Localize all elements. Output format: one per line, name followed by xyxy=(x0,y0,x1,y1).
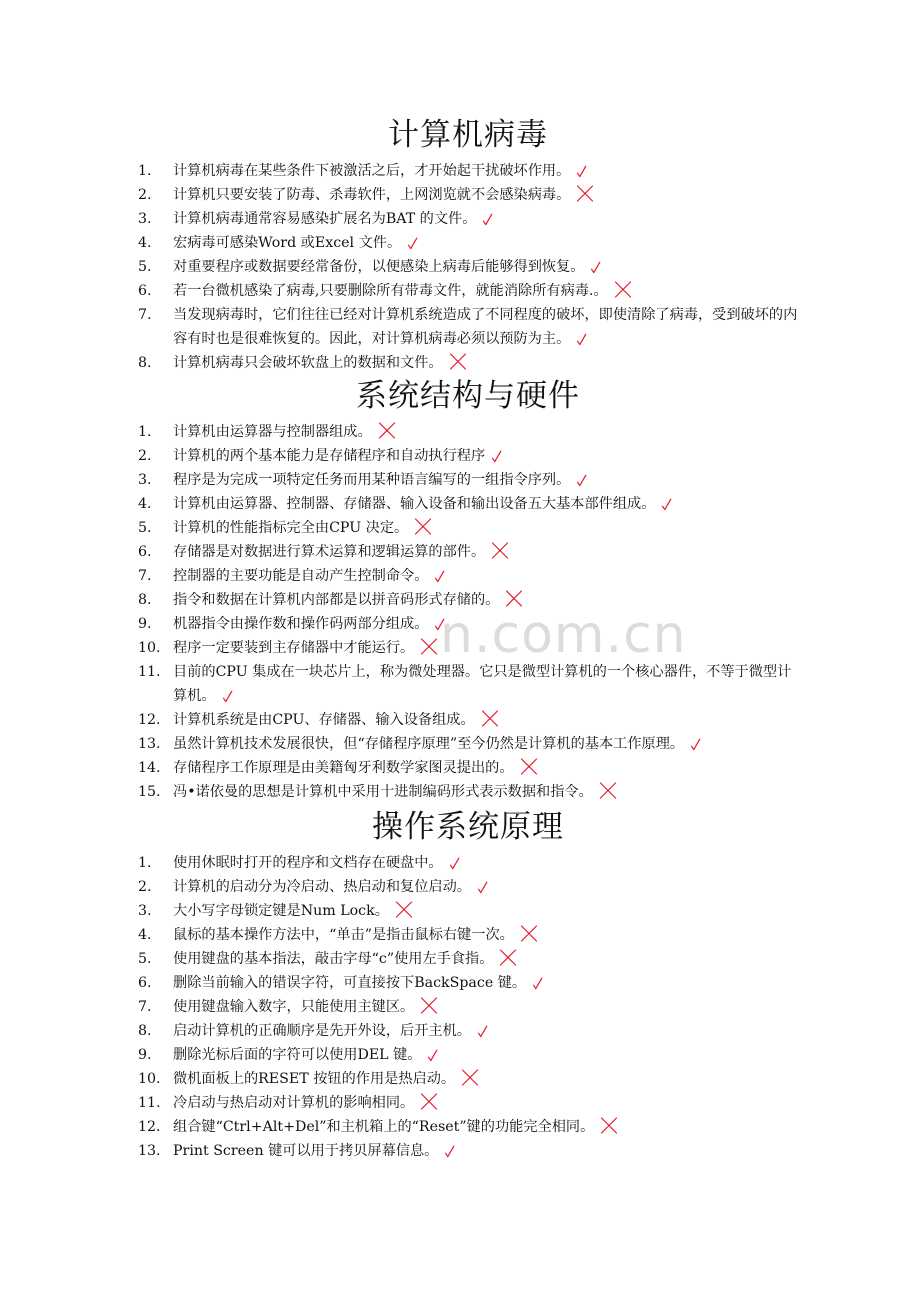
item-text: 存储程序工作原理是由美籍匈牙利数学家图灵提出的。 xyxy=(173,760,514,776)
list-item xyxy=(138,995,798,1019)
item-text: 冯•诺依曼的思想是计算机中采用十进制编码形式表示数据和指令。 xyxy=(173,784,593,800)
item-text: 目前的CPU 集成在一块芯片上，称为微处理器。它只是微型计算机的一个核心器件，不等于微型计算机。 xyxy=(173,664,792,704)
item-number: 6. xyxy=(138,544,152,560)
item-text: 若一台微机感染了病毒,只要删除所有带毒文件，就能消除所有病毒.。 xyxy=(173,283,608,299)
cross-icon xyxy=(491,540,509,564)
list-item xyxy=(138,612,798,636)
question-list xyxy=(138,420,798,804)
item-text: 冷启动与热启动对计算机的影响相同。 xyxy=(173,1095,415,1111)
item-number: 11. xyxy=(138,664,161,680)
item-number: 10. xyxy=(138,1071,161,1087)
checkmark-icon xyxy=(576,327,587,351)
item-number: 7. xyxy=(138,568,152,584)
item-text: 删除当前输入的错误字符，可直接按下BackSpace 键。 xyxy=(173,975,527,991)
list-item xyxy=(138,564,798,588)
item-number: 4. xyxy=(138,927,152,943)
checkmark-icon xyxy=(434,564,445,588)
list-item xyxy=(138,207,798,231)
checkmark-icon xyxy=(449,851,460,875)
cross-icon xyxy=(420,636,438,660)
list-item xyxy=(138,660,798,708)
item-number: 15. xyxy=(138,784,161,800)
item-number: 1. xyxy=(138,855,152,871)
cross-icon xyxy=(576,183,594,207)
list-item xyxy=(138,1067,798,1091)
cross-icon xyxy=(520,756,538,780)
list-item xyxy=(138,444,798,468)
checkmark-icon xyxy=(477,875,488,899)
item-text: 计算机由运算器、控制器、存储器、输入设备和输出设备五大基本部件组成。 xyxy=(173,496,656,512)
list-item xyxy=(138,159,798,183)
item-number: 3. xyxy=(138,472,152,488)
item-text: 对重要程序或数据要经常备份，以便感染上病毒后能够得到恢复。 xyxy=(173,259,585,275)
item-number: 8. xyxy=(138,1023,152,1039)
item-text: 使用键盘输入数字，只能使用主键区。 xyxy=(173,999,415,1015)
item-text: 计算机病毒通常容易感染扩展名为BAT 的文件。 xyxy=(173,211,477,227)
item-number: 12. xyxy=(138,1119,161,1135)
item-text: 鼠标的基本操作方法中，“单击”是指击鼠标右键一次。 xyxy=(173,927,514,943)
item-number: 1. xyxy=(138,163,152,179)
item-number: 5. xyxy=(138,520,152,536)
item-number: 2. xyxy=(138,448,152,464)
item-number: 13. xyxy=(138,736,161,752)
item-number: 14. xyxy=(138,760,161,776)
list-item xyxy=(138,303,798,351)
section-title: 系统结构与硬件 xyxy=(356,378,580,414)
checkmark-icon xyxy=(576,159,587,183)
item-text: 使用键盘的基本指法，敲击字母“c”使用左手食指。 xyxy=(173,951,494,967)
item-text: 计算机由运算器与控制器组成。 xyxy=(173,424,372,440)
list-item xyxy=(138,899,798,923)
item-number: 2. xyxy=(138,187,152,203)
cross-icon xyxy=(449,351,467,375)
item-number: 8. xyxy=(138,592,152,608)
cross-icon xyxy=(505,588,523,612)
item-number: 12. xyxy=(138,712,161,728)
cross-icon xyxy=(599,780,617,804)
list-item xyxy=(138,1139,798,1163)
list-item xyxy=(138,1043,798,1067)
item-number: 3. xyxy=(138,211,152,227)
cross-icon xyxy=(420,1091,438,1115)
list-item xyxy=(138,183,798,207)
cross-icon xyxy=(395,899,413,923)
cross-icon xyxy=(614,279,632,303)
item-text: 虽然计算机技术发展很快，但“存储程序原理”至今仍然是计算机的基本工作原理。 xyxy=(173,736,685,752)
item-number: 8. xyxy=(138,355,152,371)
item-text: 删除光标后面的字符可以使用DEL 键。 xyxy=(173,1047,422,1063)
list-item xyxy=(138,492,798,516)
section-system-structure-hardware xyxy=(138,373,798,804)
cross-icon xyxy=(378,420,396,444)
list-item xyxy=(138,780,798,804)
section-operating-system-principles xyxy=(138,804,798,1163)
item-text: 启动计算机的正确顺序是先开外设，后开主机。 xyxy=(173,1023,471,1039)
checkmark-icon xyxy=(482,207,493,231)
item-number: 6. xyxy=(138,975,152,991)
list-item xyxy=(138,636,798,660)
item-text: 计算机病毒在某些条件下被激活之后，才开始起干扰破坏作用。 xyxy=(173,163,571,179)
item-number: 4. xyxy=(138,496,152,512)
item-number: 6. xyxy=(138,283,152,299)
item-number: 5. xyxy=(138,259,152,275)
item-text: 组合键“Ctrl+Alt+Del”和主机箱上的“Reset”键的功能完全相同。 xyxy=(173,1119,595,1135)
list-item xyxy=(138,708,798,732)
item-text: 计算机病毒只会破坏软盘上的数据和文件。 xyxy=(173,355,443,371)
list-item xyxy=(138,923,798,947)
cross-icon xyxy=(600,1115,618,1139)
cross-icon xyxy=(420,995,438,1019)
document-page xyxy=(138,112,798,1163)
item-number: 4. xyxy=(138,235,152,251)
section-title: 计算机病毒 xyxy=(388,117,548,153)
item-text: 机器指令由操作数和操作码两部分组成。 xyxy=(173,616,429,632)
item-text: 计算机只要安装了防毒、杀毒软件，上网浏览就不会感染病毒。 xyxy=(173,187,571,203)
item-text: 控制器的主要功能是自动产生控制命令。 xyxy=(173,568,429,584)
watermark: n.com.cn xyxy=(440,605,687,665)
list-item xyxy=(138,540,798,564)
cross-icon xyxy=(461,1067,479,1091)
item-number: 1. xyxy=(138,424,152,440)
item-text: 计算机的启动分为冷启动、热启动和复位启动。 xyxy=(173,879,471,895)
checkmark-icon xyxy=(661,492,672,516)
checkmark-icon xyxy=(434,612,445,636)
list-item xyxy=(138,947,798,971)
item-number: 9. xyxy=(138,1047,152,1063)
item-number: 10. xyxy=(138,640,161,656)
item-number: 3. xyxy=(138,903,152,919)
list-item xyxy=(138,516,798,540)
checkmark-icon xyxy=(407,231,418,255)
item-text: 计算机系统是由CPU、存储器、输入设备组成。 xyxy=(173,712,475,728)
cross-icon xyxy=(414,516,432,540)
item-number: 11. xyxy=(138,1095,161,1111)
cross-icon xyxy=(499,947,517,971)
item-text: 微机面板上的RESET 按钮的作用是热启动。 xyxy=(173,1071,456,1087)
item-text: 程序是为完成一项特定任务而用某种语言编写的一组指令序列。 xyxy=(173,472,571,488)
list-item xyxy=(138,351,798,375)
item-number: 13. xyxy=(138,1143,161,1159)
list-item xyxy=(138,255,798,279)
checkmark-icon xyxy=(491,444,502,468)
list-item xyxy=(138,756,798,780)
item-text: 当发现病毒时，它们往往已经对计算机系统造成了不同程度的破坏，即使清除了病毒，受到破坏的内容有时也是很难恢复的。因此，对计算机病毒必须以预防为主。 xyxy=(173,307,798,347)
list-item xyxy=(138,420,798,444)
checkmark-icon xyxy=(576,468,587,492)
item-number: 9. xyxy=(138,616,152,632)
list-item xyxy=(138,851,798,875)
item-text: 计算机的性能指标完全由CPU 决定。 xyxy=(173,520,409,536)
checkmark-icon xyxy=(222,684,233,708)
checkmark-icon xyxy=(690,732,701,756)
item-number: 7. xyxy=(138,999,152,1015)
item-number: 7. xyxy=(138,307,152,323)
checkmark-icon xyxy=(590,255,601,279)
item-text: 大小写字母锁定键是Num Lock。 xyxy=(173,903,389,919)
item-text: 程序一定要装到主存储器中才能运行。 xyxy=(173,640,415,656)
checkmark-icon xyxy=(477,1019,488,1043)
checkmark-icon xyxy=(532,971,543,995)
item-text: Print Screen 键可以用于拷贝屏幕信息。 xyxy=(173,1143,439,1159)
item-text: 宏病毒可感染Word 或Excel 文件。 xyxy=(173,235,402,251)
question-list xyxy=(138,851,798,1163)
item-text: 指令和数据在计算机内部都是以拼音码形式存储的。 xyxy=(173,592,500,608)
item-number: 5. xyxy=(138,951,152,967)
section-computer-virus xyxy=(138,112,798,375)
list-item xyxy=(138,971,798,995)
cross-icon xyxy=(520,923,538,947)
list-item xyxy=(138,1091,798,1115)
item-number: 2. xyxy=(138,879,152,895)
item-text: 使用休眠时打开的程序和文档存在硬盘中。 xyxy=(173,855,443,871)
question-list xyxy=(138,159,798,375)
list-item xyxy=(138,468,798,492)
list-item xyxy=(138,1115,798,1139)
checkmark-icon xyxy=(427,1043,438,1067)
cross-icon xyxy=(481,708,499,732)
section-title: 操作系统原理 xyxy=(372,809,564,845)
list-item xyxy=(138,279,798,303)
list-item xyxy=(138,1019,798,1043)
list-item xyxy=(138,231,798,255)
list-item xyxy=(138,732,798,756)
list-item xyxy=(138,588,798,612)
list-item xyxy=(138,875,798,899)
checkmark-icon xyxy=(444,1139,455,1163)
item-text: 计算机的两个基本能力是存储程序和自动执行程序 xyxy=(173,448,486,464)
item-text: 存储器是对数据进行算术运算和逻辑运算的部件。 xyxy=(173,544,486,560)
